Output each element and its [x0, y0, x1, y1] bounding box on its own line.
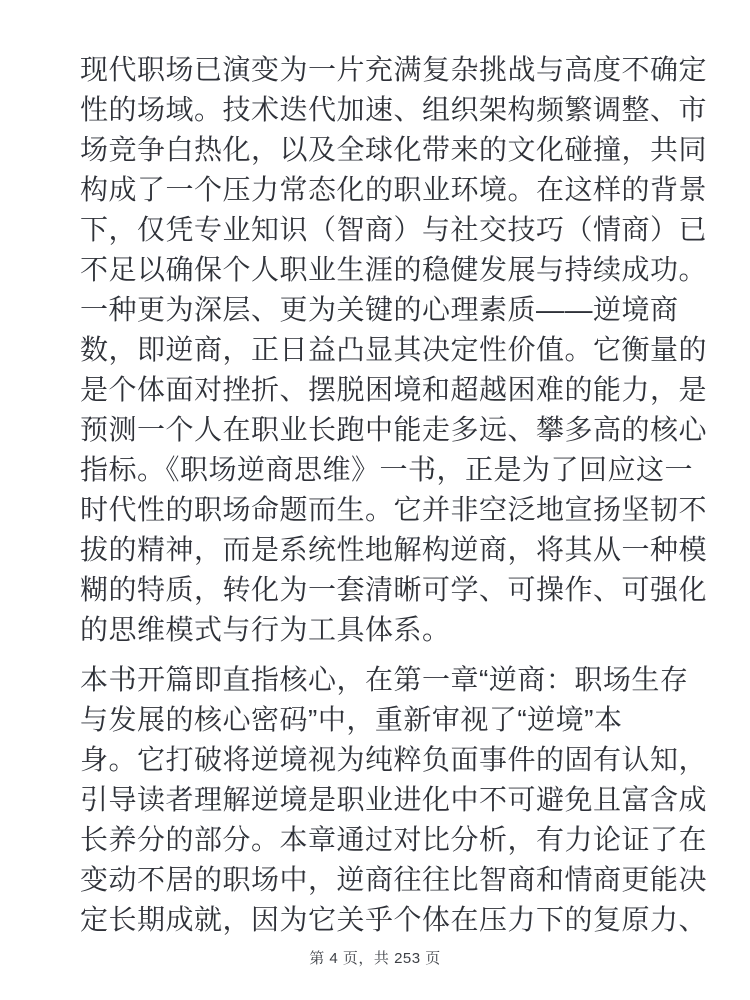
text-line: 定长期成就，因为它关乎个体在压力下的复原力、 — [80, 904, 708, 935]
text-line: 构成了一个压力常态化的职业环境。在这样的背景 — [80, 174, 708, 205]
text-line: 下，仅凭专业知识（智商）与社交技巧（情商）已 — [80, 214, 708, 245]
text-line: 性的场域。技术迭代加速、组织架构频繁调整、市 — [80, 94, 708, 125]
page-number-indicator: 第 4 页，共 253 页 — [309, 950, 441, 967]
paragraph-2 — [80, 660, 708, 940]
text-line: 与发展的核心密码”中，重新审视了“逆境”本 — [80, 704, 623, 735]
text-line: 长养分的部分。本章通过对比分析，有力论证了在 — [80, 824, 708, 855]
text-line: 现代职场已演变为一片充满复杂挑战与高度不确定 — [80, 54, 708, 85]
text-line: 是个体面对挫折、摆脱困境和超越困难的能力，是 — [80, 374, 708, 405]
text-column — [80, 50, 708, 940]
text-line: 数，即逆商，正日益凸显其决定性价值。它衡量的 — [80, 334, 708, 365]
text-line: 糊的特质，转化为一套清晰可学、可操作、可强化 — [80, 574, 708, 605]
text-line: 引导读者理解逆境是职业进化中不可避免且富含成 — [80, 784, 708, 815]
text-line: 变动不居的职场中，逆商往往比智商和情商更能决 — [80, 864, 708, 895]
text-line: 一种更为深层、更为关键的心理素质——逆境商 — [80, 294, 679, 325]
text-line: 场竞争白热化，以及全球化带来的文化碰撞，共同 — [80, 134, 708, 165]
text-line: 的思维模式与行为工具体系。 — [80, 614, 451, 645]
text-line: 本书开篇即直指核心，在第一章“逆商：职场生存 — [80, 664, 689, 695]
text-line: 身。它打破将逆境视为纯粹负面事件的固有认知， — [80, 744, 708, 775]
text-line: 拔的精神，而是系统性地解构逆商，将其从一种模 — [80, 534, 708, 565]
paragraph-1 — [80, 50, 708, 650]
text-line: 指标。《职场逆商思维》一书，正是为了回应这一 — [80, 454, 694, 485]
text-line: 时代性的职场命题而生。它并非空泛地宣扬坚韧不 — [80, 494, 708, 525]
text-line: 预测一个人在职业长跑中能走多远、攀多高的核心 — [80, 414, 708, 445]
text-line: 不足以确保个人职业生涯的稳健发展与持续成功。 — [80, 254, 708, 285]
